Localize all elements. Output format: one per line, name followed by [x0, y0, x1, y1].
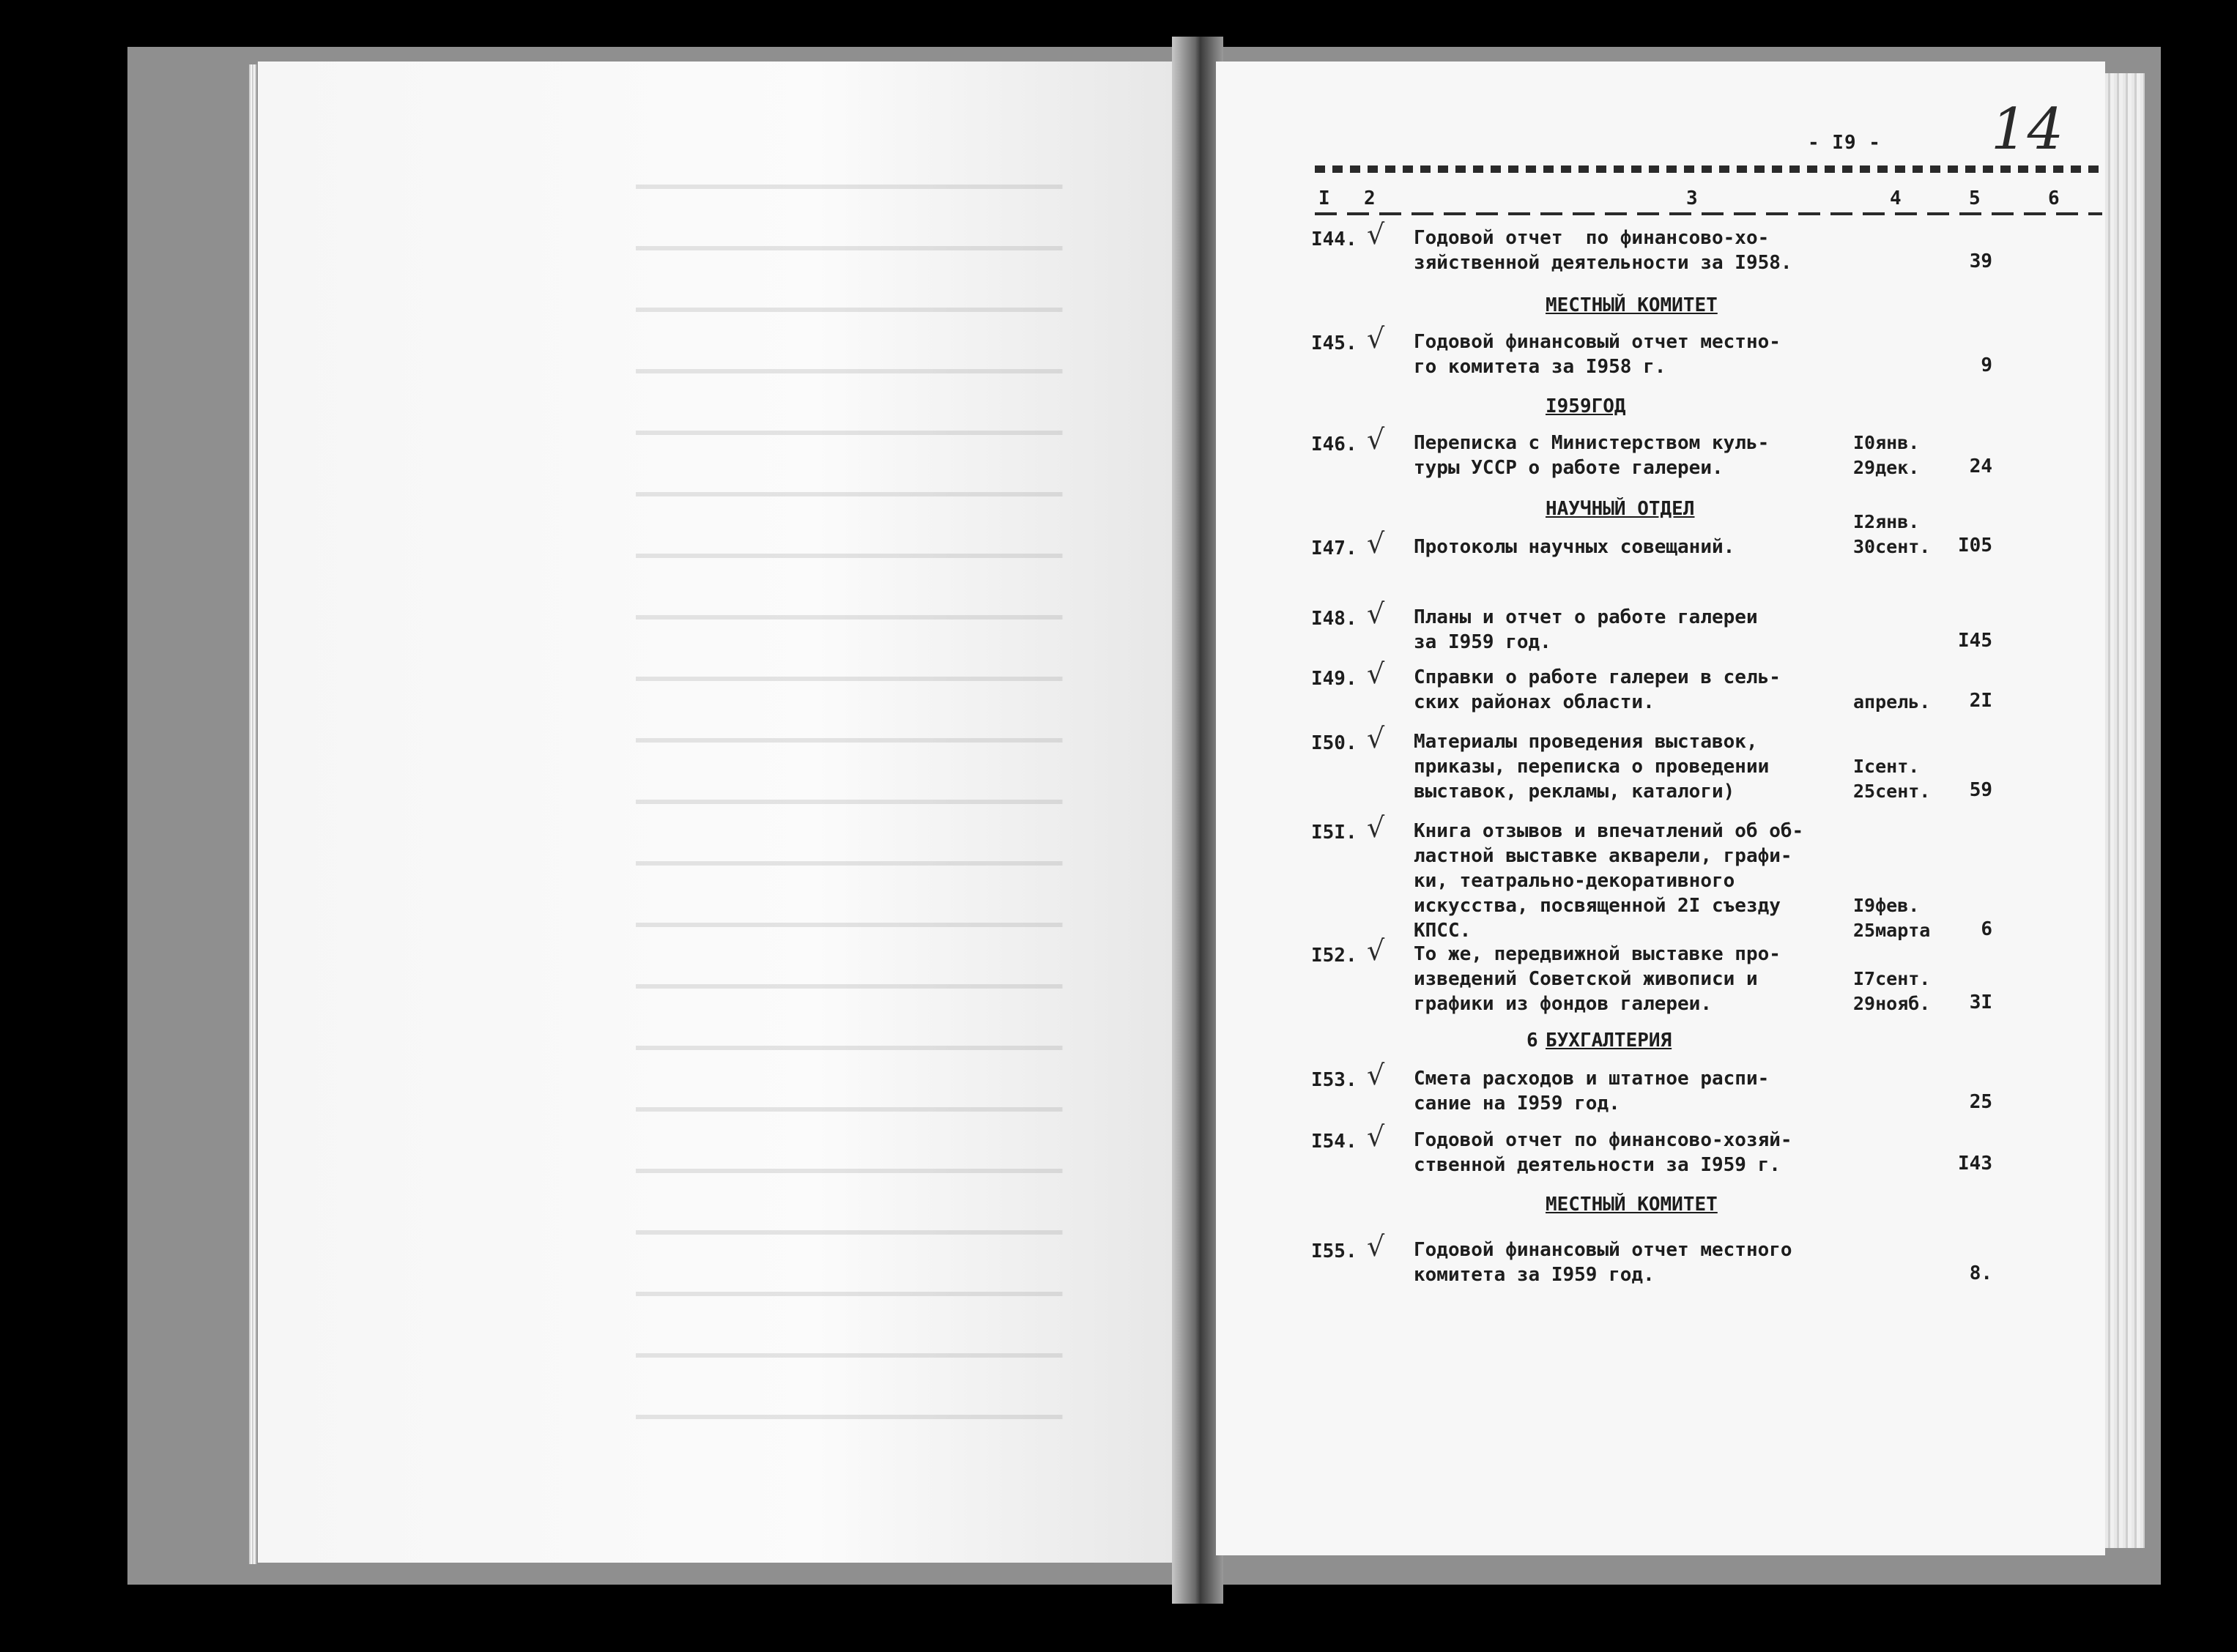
entry-sheet-count: I45	[1958, 630, 1992, 652]
entry-sheet-count: 24	[1969, 455, 1992, 477]
entry-sheet-count: 3I	[1969, 991, 1992, 1013]
check-mark-icon: √	[1367, 1120, 1385, 1153]
entry-title: То же, передвижной выставке про- изведений Советской живописи и графики из фондов галереи.	[1414, 943, 1781, 1015]
entry-sheet-count: 6	[1981, 918, 1992, 940]
entry-title: Годовой отчет по финансово-хо- зяйственной деятельности за I958.	[1414, 227, 1792, 274]
section-title: НАУЧНЫЙ ОТДЕЛ	[1546, 498, 1695, 520]
entry-sheet-count: 25	[1969, 1091, 1992, 1113]
page-number: - I9 -	[1808, 132, 1881, 154]
entry-dates: I2янв. 30сент.	[1853, 511, 1931, 557]
entry-sheet-count: 9	[1981, 354, 1992, 376]
entry-title: Книга отзывов и впечатлений об об- ластной выставке акварели, графи- ки, театрально-декоративного искусства, посвященной 2I съезду КПСС.	[1414, 820, 1804, 942]
entry-title: Смета расходов и штатное распи- сание на I959 год.	[1414, 1068, 1770, 1115]
check-mark-icon: √	[1367, 658, 1385, 690]
entry-number: I46.	[1311, 434, 1357, 455]
section-prefix: 6	[1526, 1030, 1538, 1052]
entry-number: I47.	[1311, 537, 1357, 559]
entry-title: Материалы проведения выставок, приказы, переписка о проведении выставок, рекламы, каталоги)	[1414, 731, 1770, 803]
entry-title: Годовой финансовый отчет местно- го комитета за I958 г.	[1414, 331, 1781, 378]
entry-title: Переписка с Министерством куль- туры УССР о работе галереи.	[1414, 432, 1770, 479]
entry-dates: апрель.	[1853, 691, 1931, 712]
entry-number: I53.	[1311, 1069, 1357, 1091]
right-page	[1216, 62, 2105, 1555]
section-title: I959ГОД	[1546, 395, 1626, 417]
entry-sheet-count: 8.	[1969, 1262, 1992, 1284]
entry-number: I44.	[1311, 228, 1357, 250]
column-header-rule	[1315, 212, 2102, 215]
check-mark-icon: √	[1367, 598, 1385, 630]
entry-number: I54.	[1311, 1131, 1357, 1153]
entry-sheet-count: I43	[1958, 1153, 1992, 1175]
column-header-5: 5	[1969, 187, 1981, 209]
entry-sheet-count: 59	[1969, 779, 1992, 801]
entry-number: I52.	[1311, 945, 1357, 967]
check-mark-icon: √	[1367, 811, 1385, 844]
column-header-4: 4	[1890, 187, 1902, 209]
section-title: БУХГАЛТЕРИЯ	[1546, 1030, 1672, 1052]
entry-number: I55.	[1311, 1240, 1357, 1262]
column-header-2: 2	[1364, 187, 1376, 209]
entry-title: Планы и отчет о работе галереи за I959 год.	[1414, 606, 1758, 653]
entry-title: Годовой отчет по финансово-хозяй- ственной деятельности за I959 г.	[1414, 1129, 1792, 1176]
entry-number: I45.	[1311, 332, 1357, 354]
check-mark-icon: √	[1367, 1230, 1385, 1262]
check-mark-icon: √	[1367, 527, 1385, 559]
section-title: МЕСТНЫЙ КОМИТЕТ	[1546, 1194, 1718, 1216]
entry-sheet-count: 2I	[1969, 690, 1992, 712]
entry-number: I5I.	[1311, 822, 1357, 844]
check-mark-icon: √	[1367, 218, 1385, 250]
entry-number: I48.	[1311, 608, 1357, 630]
entry-dates: Iсент. 25сент.	[1853, 756, 1931, 802]
folio-number: 14	[1991, 97, 2064, 163]
column-header-3: 3	[1686, 187, 1698, 209]
left-page-stack	[249, 64, 256, 1564]
check-mark-icon: √	[1367, 322, 1385, 354]
header-rule	[1315, 165, 2102, 173]
entry-dates: I7сент. 29нояб.	[1853, 968, 1931, 1014]
entry-number: I49.	[1311, 668, 1357, 690]
entry-sheet-count: I05	[1958, 535, 1992, 557]
column-header-1: I	[1318, 187, 1330, 209]
check-mark-icon: √	[1367, 722, 1385, 754]
entry-title: Годовой финансовый отчет местного комитета за I959 год.	[1414, 1239, 1792, 1286]
entry-sheet-count: 39	[1969, 250, 1992, 272]
check-mark-icon: √	[1367, 934, 1385, 967]
column-header-6: 6	[2048, 187, 2060, 209]
entry-number: I50.	[1311, 732, 1357, 754]
right-page-edge	[2105, 73, 2145, 1548]
entry-title: Справки о работе галереи в сель- ских районах области.	[1414, 666, 1781, 713]
entry-dates: I9фев. 25марта	[1853, 895, 1931, 941]
section-title: МЕСТНЫЙ КОМИТЕТ	[1546, 294, 1718, 316]
check-mark-icon: √	[1367, 423, 1385, 455]
left-page-bleedthrough	[308, 146, 1128, 1428]
entry-title: Протоколы научных совещаний.	[1414, 536, 1735, 558]
entry-dates: I0янв. 29дек.	[1853, 432, 1920, 478]
check-mark-icon: √	[1367, 1059, 1385, 1091]
